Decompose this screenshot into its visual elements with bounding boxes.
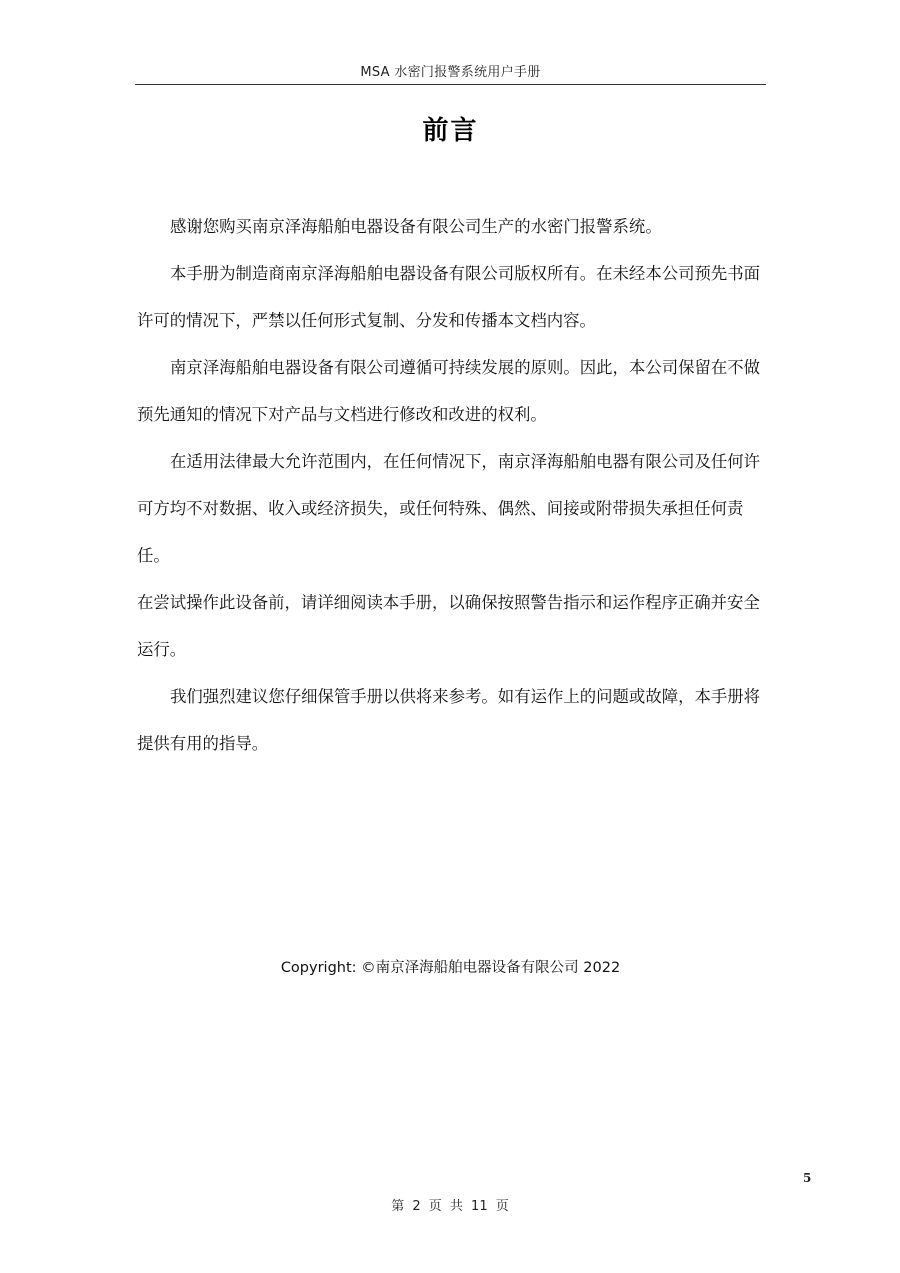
paragraph-read-manual: 在尝试操作此设备前，请详细阅读本手册，以确保按照警告指示和运作程序正确并安全运行。	[137, 593, 760, 659]
copyright-line: Copyright: ©南京泽海船舶电器设备有限公司 2022	[280, 960, 621, 976]
preface-body	[137, 203, 767, 767]
side-page-number: 5	[803, 1171, 812, 1185]
page-footer: 第 2 页 共 11 页	[391, 1199, 509, 1214]
paragraph-keep-manual: 我们强烈建议您仔细保管手册以供将来参考。如有运作上的问题或故障，本手册将提供有用的指导。	[137, 687, 761, 753]
paragraph-liability: 在适用法律最大允许范围内，在任何情况下，南京泽海船舶电器有限公司及任何许可方均不对数据、收入或经济损失，或任何特殊、偶然、间接或附带损失承担任何责任。	[137, 452, 761, 565]
paragraph-sustainability: 南京泽海船舶电器设备有限公司遵循可持续发展的原则。因此，本公司保留在不做预先通知的情况下对产品与文档进行修改和改进的权利。	[137, 358, 761, 424]
page-title: 前言	[422, 116, 479, 146]
paragraph-copyright-notice: 本手册为制造商南京泽海船舶电器设备有限公司版权所有。在未经本公司预先书面许可的情况下，严禁以任何形式复制、分发和传播本文档内容。	[137, 264, 761, 330]
header-divider	[135, 84, 766, 85]
paragraph-thanks: 感谢您购买南京泽海船舶电器设备有限公司生产的水密门报警系统。	[170, 217, 662, 236]
running-header-title: MSA 水密门报警系统用户手册	[360, 65, 541, 80]
